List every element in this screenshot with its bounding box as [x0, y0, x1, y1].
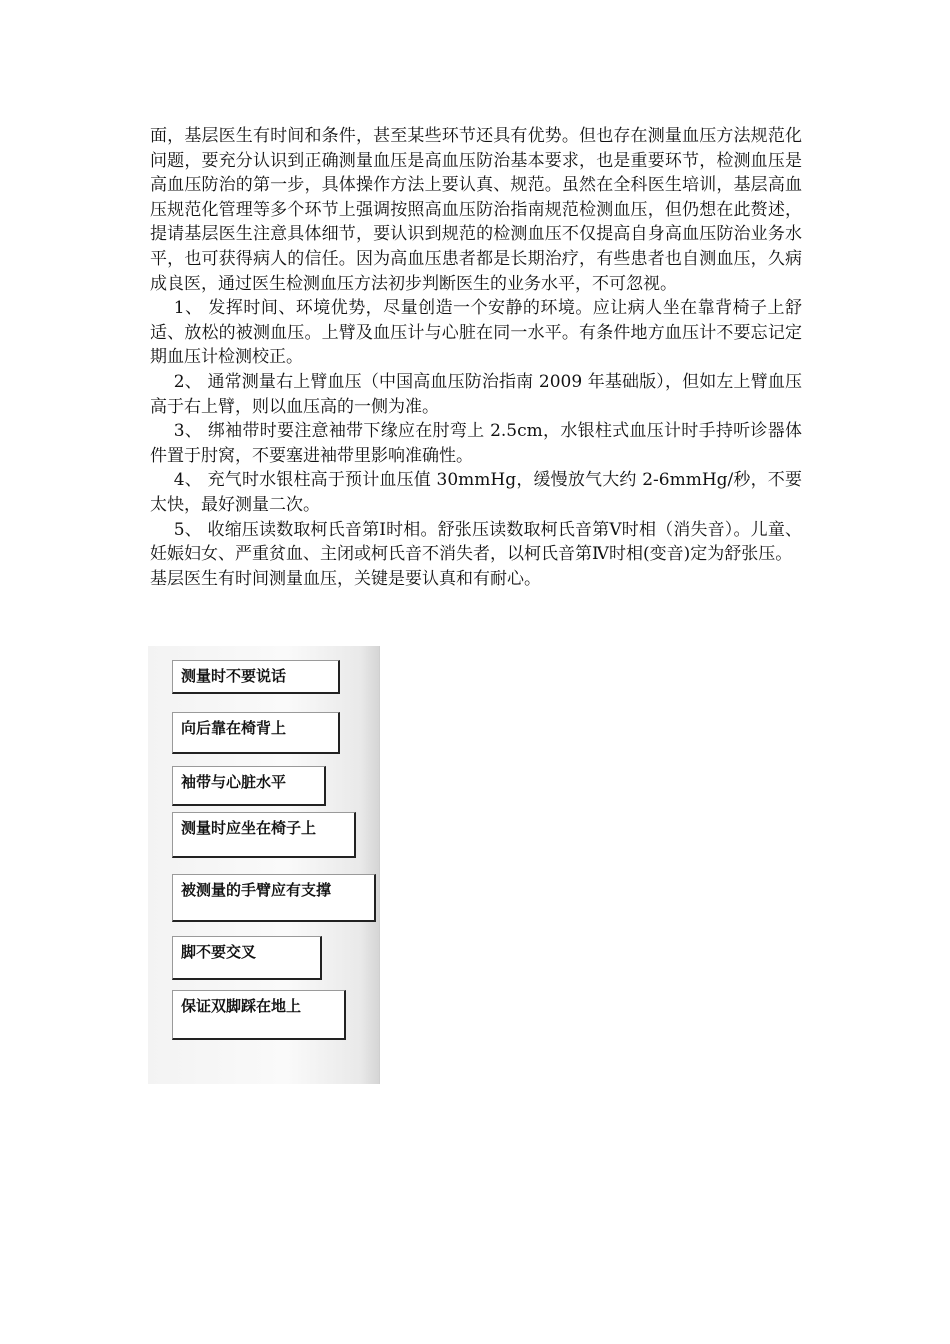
tip-box-cuff-heart-level: 袖带与心脏水平 — [172, 766, 326, 806]
document-body — [150, 124, 802, 591]
point-2-paragraph: 2、 通常测量右上臂血压（中国高血压防治指南 2009 年基础版），但如左上臂血压高于右上臂，则以血压高的一侧为准。 — [150, 371, 802, 417]
tip-box-legs-uncrossed: 脚不要交叉 — [172, 936, 322, 980]
tip-box-sit-on-chair: 测量时应坐在椅子上 — [172, 812, 356, 858]
point-1-paragraph: 1、 发挥时间、环境优势，尽量创造一个安静的环境。应让病人坐在靠背椅子上舒适、放松的被测血压。上臂及血压计与心脏在同一水平。有条件地方血压计不要忘记定期血压计检测校正。 — [150, 298, 802, 368]
intro-paragraph: 面，基层医生有时间和条件，甚至某些环节还具有优势。但也存在测量血压方法规范化问题，要充分认识到正确测量血压是高血压防治基本要求，也是重要环节，检测血压是高血压防治的第一步，具体操作方法上要认真、规范。虽然在全科医生培训，基层高血压规范化管理等多个环节上强调按照高血压防治指南规范检测血压，但仍想在此赘述，提请基层医生注意具体细节，要认识到规范的检测血压不仅提高自身高血压防治业务水平，也可获得病人的信任。因为高血压患者都是长期治疗，有些患者也自测血压，久病成良医，通过医生检测血压方法初步判断医生的业务水平，不可忽视。 — [150, 126, 802, 294]
bp-posture-figure — [148, 646, 380, 1084]
tip-box-lean-back: 向后靠在椅背上 — [172, 712, 340, 754]
closing-paragraph: 基层医生有时间测量血压，关键是要认真和有耐心。 — [150, 568, 541, 589]
point-3-paragraph: 3、 绑袖带时要注意袖带下缘应在肘弯上 2.5cm，水银柱式血压计时手持听诊器体件置于肘窝，不要塞进袖带里影响准确性。 — [150, 421, 802, 466]
point-4-paragraph: 4、 充气时水银柱高于预计血压值 30mmHg，缓慢放气大约 2-6mmHg/秒，不要太快，最好测量二次。 — [150, 470, 802, 515]
point-5-paragraph: 5、 收缩压读数取柯氏音第Ⅰ时相。舒张压读数取柯氏音第Ⅴ时相（消失音）。儿童、妊娠妇女、严重贫血、主闭或柯氏音不消失者，以柯氏音第Ⅳ时相(变音)定为舒张压。 — [150, 519, 802, 565]
tip-box-no-talking: 测量时不要说话 — [172, 660, 340, 694]
tip-box-feet-on-floor: 保证双脚踩在地上 — [172, 990, 346, 1040]
tip-box-arm-supported: 被测量的手臂应有支撑 — [172, 874, 376, 922]
